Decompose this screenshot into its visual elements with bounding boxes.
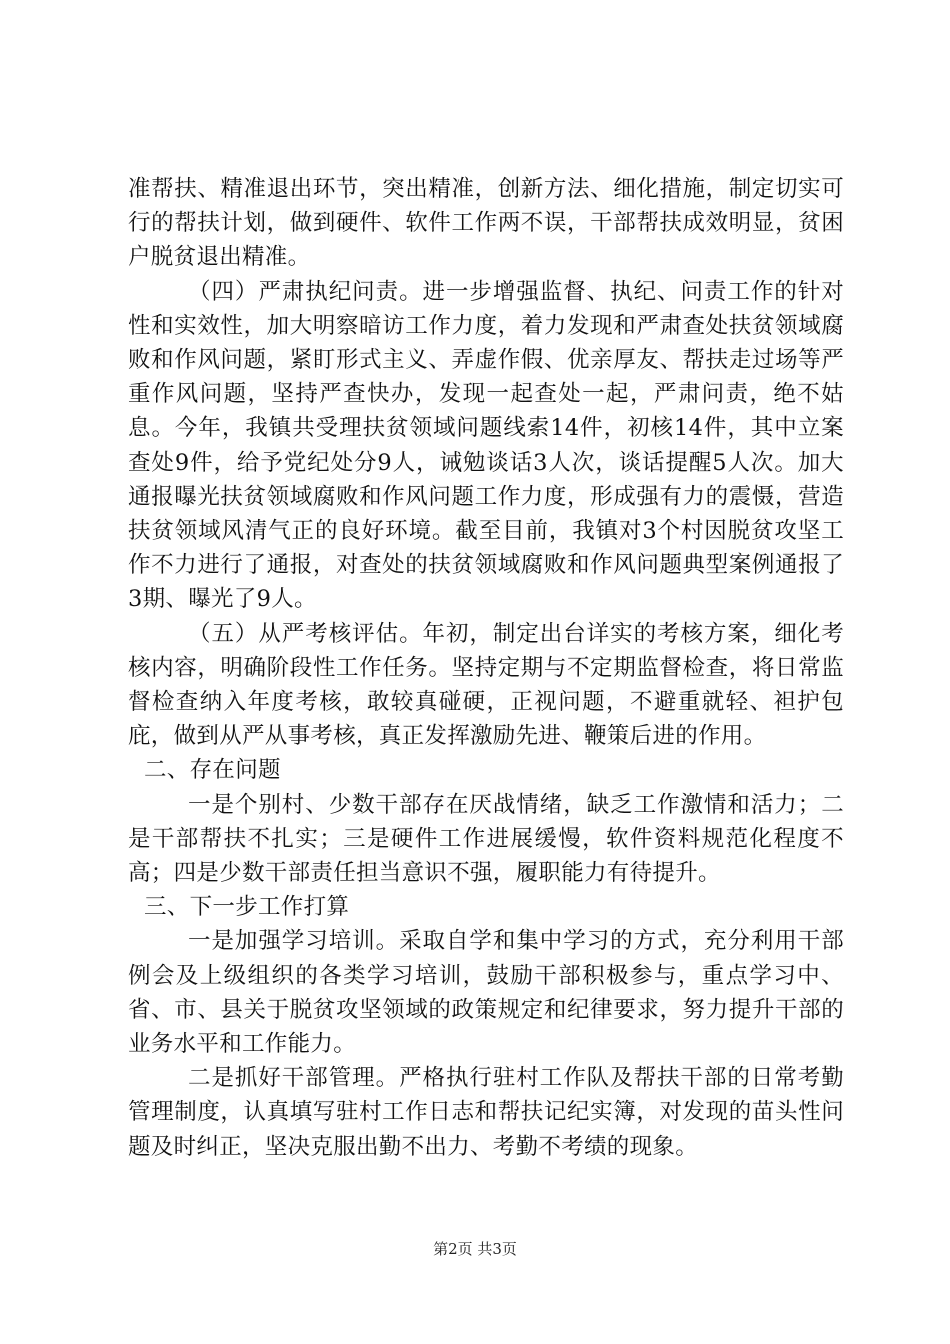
heading-next-steps: 三、下一步工作打算 (144, 894, 350, 921)
paragraph-continuation: 准帮扶、精准退出环节，突出精准，创新方法、细化措施，制定切实可行的帮扶计划，做到硬件、软件工作两不误，干部帮扶成效明显，贫困户脱贫退出精准。 (128, 176, 844, 271)
document-body (128, 172, 844, 1164)
paragraph-section-5: （五）从严考核评估。年初，制定出台详实的考核方案，细化考核内容，明确阶段性工作任务。坚持定期与不定期监督检查，将日常监督检查纳入年度考核，敢较真碰硬，正视问题，不避重就轻、袒护包庇，做到从严从事考核，真正发挥激励先进、鞭策后进的作用。 (128, 620, 844, 750)
paragraph-section-4: （四）严肃执纪问责。进一步增强监督、执纪、问责工作的针对性和实效性，加大明察暗访工作力度，着力发现和严肃查处扶贫领域腐败和作风问题，紧盯形式主义、弄虚作假、优亲厚友、帮扶走过场等严重作风问题，坚持严查快办，发现一起查处一起，严肃问责，绝不姑息。今年，我镇共受理扶贫领域问题线索14件，初核14件，其中立案查处9件，给予党纪处分9人，诫勉谈话3人次，谈话提醒5人次。加大通报曝光扶贫领域腐败和作风问题工作力度，形成强有力的震慑，营造扶贫领域风清气正的良好环境。截至目前，我镇对3个村因脱贫攻坚工作不力进行了通报，对查处的扶贫领域腐败和作风问题典型案例通报了3期、曝光了9人。 (128, 278, 844, 613)
page-footer: 第2页 共3页 (433, 1240, 517, 1258)
paragraph-step-2: 二是抓好干部管理。严格执行驻村工作队及帮扶干部的日常考勤管理制度，认真填写驻村工作日志和帮扶记纪实簿，对发现的苗头性问题及时纠正，坚决克服出勤不出力、考勤不考绩的现象。 (128, 1065, 844, 1160)
heading-existing-problems: 二、存在问题 (144, 757, 281, 784)
paragraph-problems: 一是个别村、少数干部存在厌战情绪，缺乏工作激情和活力；二是干部帮扶不扎实；三是硬件工作进展缓慢，软件资料规范化程度不高；四是少数干部责任担当意识不强，履职能力有待提升。 (128, 791, 844, 887)
paragraph-step-1: 一是加强学习培训。采取自学和集中学习的方式，充分利用干部例会及上级组织的各类学习培训，鼓励干部积极参与，重点学习中、省、市、县关于脱贫攻坚领域的政策规定和纪律要求，努力提升干部的业务水平和工作能力。 (128, 928, 844, 1058)
